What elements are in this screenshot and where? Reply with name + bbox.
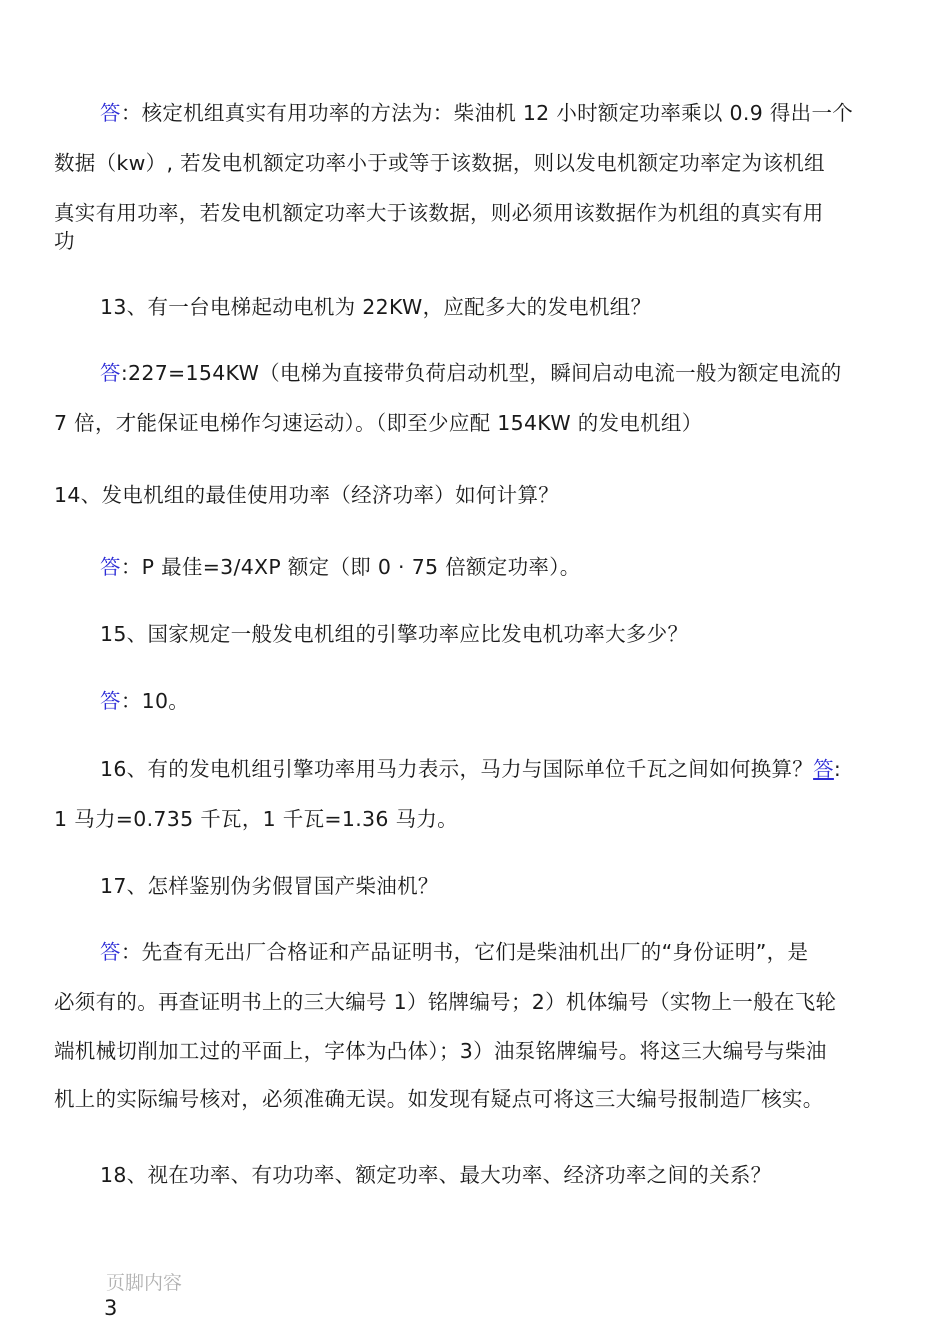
answer-label: 答 xyxy=(100,101,121,125)
answer-label: 答 xyxy=(100,361,121,385)
q12-answer-line-4: 功 xyxy=(54,229,75,253)
q17-answer-line-1: 答：先查有无出厂合格证和产品证明书，它们是柴油机出厂的“身份证明”，是 xyxy=(100,940,809,964)
q12-answer-line-2: 数据（kw）, 若发电机额定功率小于或等于该数据，则以发电机额定功率定为该机组 xyxy=(54,151,825,175)
q14-question: 14、发电机组的最佳使用功率（经济功率）如何计算？ xyxy=(54,483,560,507)
q15-question: 15、国家规定一般发电机组的引擎功率应比发电机功率大多少？ xyxy=(100,622,689,646)
page-number: 3 xyxy=(104,1296,118,1320)
answer-label: 答 xyxy=(100,940,121,964)
q12-answer-line-1: 答：核定机组真实有用功率的方法为：柴油机 12 小时额定功率乘以 0.9 得出一个 xyxy=(100,101,854,125)
q16-answer-line-2: 1 马力=0.735 千瓦，1 千瓦=1.36 马力。 xyxy=(54,807,458,831)
q13-answer-line-1: 答:227=154KW（电梯为直接带负荷启动机型，瞬间启动电流一般为额定电流的 xyxy=(100,361,842,385)
answer-label: 答 xyxy=(100,689,121,713)
q17-answer-line-2: 必须有的。再查证明书上的三大编号 1）铭牌编号；2）机体编号（实物上一般在飞轮 xyxy=(54,990,837,1014)
q13-answer-line-2: 7 倍，才能保证电梯作匀速运动）。（即至少应配 154KW 的发电机组） xyxy=(54,411,703,435)
q17-answer-line-3: 端机械切削加工过的平面上，字体为凸体）；3）油泵铭牌编号。将这三大编号与柴油 xyxy=(54,1039,827,1063)
answer-label-link[interactable]: 答 xyxy=(813,757,834,781)
footer-label: 页脚内容 xyxy=(106,1272,183,1294)
q13-question: 13、有一台电梯起动电机为 22KW，应配多大的发电机组？ xyxy=(100,295,652,319)
q17-answer-line-4: 机上的实际编号核对，必须准确无误。如发现有疑点可将这三大编号报制造厂核实。 xyxy=(54,1087,824,1111)
q17-question: 17、怎样鉴别伪劣假冒国产柴油机？ xyxy=(100,874,439,898)
q16-question: 16、有的发电机组引擎功率用马力表示，马力与国际单位千瓦之间如何换算？答: xyxy=(100,757,842,781)
q14-answer: 答：P 最佳=3/4XP 额定（即 0 · 75 倍额定功率）。 xyxy=(100,555,581,579)
q18-question: 18、视在功率、有功功率、额定功率、最大功率、经济功率之间的关系？ xyxy=(100,1163,772,1187)
answer-label: 答 xyxy=(100,555,121,579)
q12-answer-line-3: 真实有用功率，若发电机额定功率大于该数据，则必须用该数据作为机组的真实有用 xyxy=(54,201,824,225)
q15-answer: 答：10。 xyxy=(100,689,190,713)
